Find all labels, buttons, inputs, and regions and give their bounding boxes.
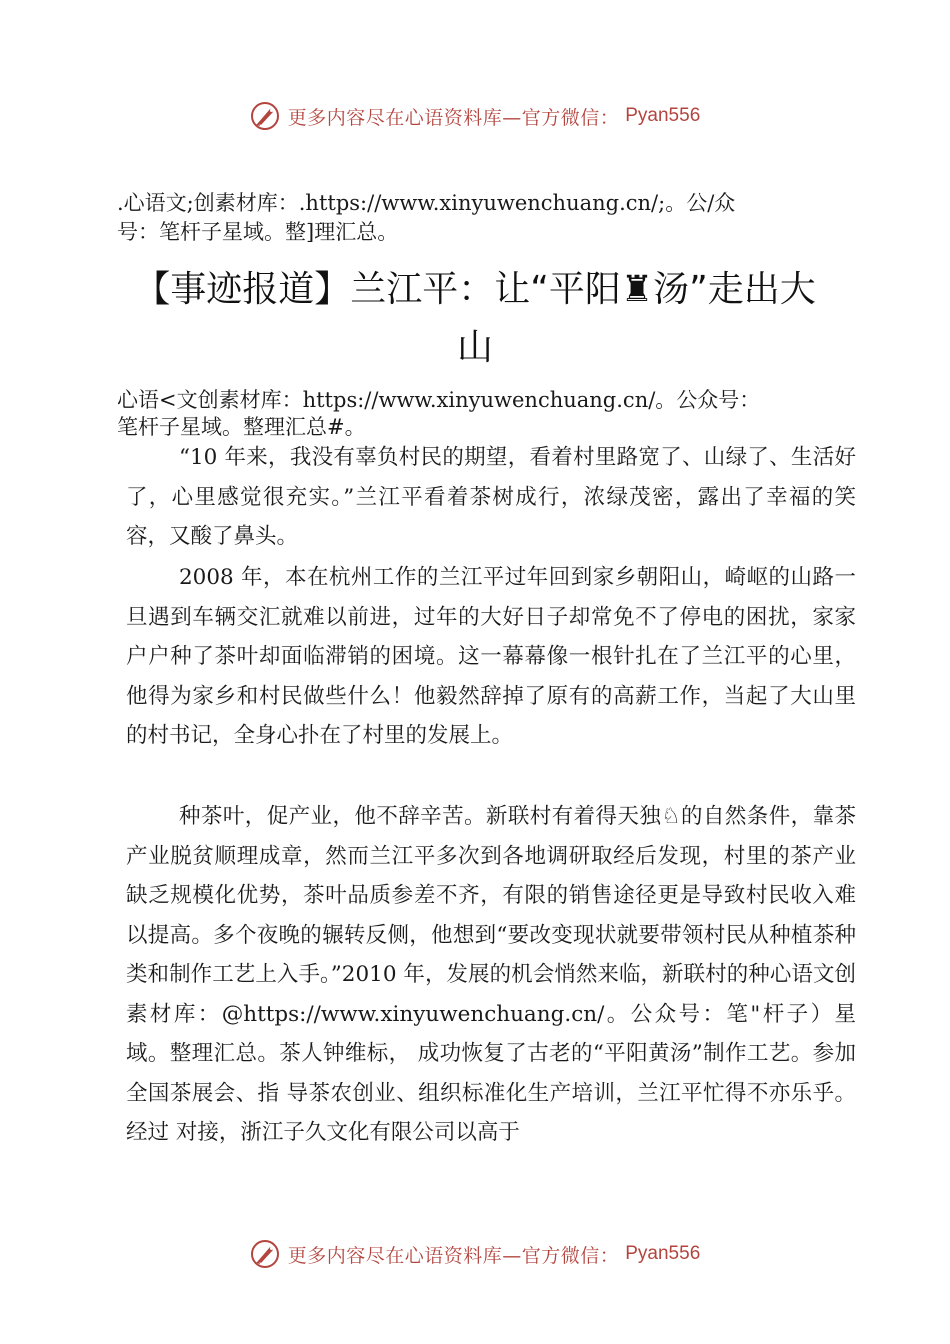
header-banner-text: 更多内容尽在心语资料库—官方微信： xyxy=(287,106,620,129)
body-paragraph-2: 2008 年，本在杭州工作的兰江平过年回到家乡朝阳山，崎岖的山路一旦遇到车辆交汇就难以前进，过年的大好日子却常免不了停电的困扰，家家户户种了茶叶却面临滞销的困境。这一幕幕像一根针扎在了兰江平的心里，他得为家乡和村民做些什么！他毅然辞掉了原有的高薪工作，当起了大山里的村书记，全身心扑在了村里的发展上。 xyxy=(126,565,856,748)
intro-line-2: 号：笔杆子星域。整]理汇总。 xyxy=(117,220,399,244)
article-title-line-1: 【事迹报道】兰江平：让“平阳♜汤”走出大 xyxy=(134,269,816,310)
source-line-2: 笔杆子星域。整理汇总#。 xyxy=(117,415,366,439)
article-title-line-2: 山 xyxy=(456,327,493,368)
body-paragraph-1: “10 年来，我没有辜负村民的期望，看着村里路宽了、山绿了、生活好了，心里感觉很充实。”兰江平看着茶树成行，浓绿茂密，露出了幸福的笑容，又酸了鼻头。 xyxy=(126,445,856,549)
footer-banner-wechat-id: Pyan556 xyxy=(625,1243,701,1264)
pen-nib-logo-icon xyxy=(250,1239,280,1269)
footer-banner-text: 更多内容尽在心语资料库—官方微信： xyxy=(287,1244,620,1267)
pen-nib-logo-icon xyxy=(250,101,280,131)
body-paragraph-3: 种茶叶，促产业，他不辞辛苦。新联村有着得天独♘的自然条件，靠茶产业脱贫顺理成章，然而兰江平多次到各地调研取经后发现，村里的茶产业缺乏规模化优势，茶叶品质参差不齐，有限的销售途径更是导致村民收入难以提高。多个夜晚的辗转反侧，他想到“要改变现状就要带领村民从种植茶种类和制作工艺上入手。”2010 年，发展的机会悄然来临，新联村的种心语文创素材库：@https://www.xinyuwenchuang.cn/。公众号：笔"杆子）星域。整理汇总。茶人钟维标， 成功恢复了古老的“平阳黄汤”制作工艺。参加全国茶展会、指 导茶农创业、组织标准化生产培训，兰江平忙得不亦乐乎。经过 对接，浙江子久文化有限公司以高于 xyxy=(126,804,856,1145)
intro-line-1: .心语文;创素材库：.https://www.xinyuwenchuang.cn/;。公/众 xyxy=(117,191,736,215)
footer-banner xyxy=(0,1234,950,1274)
header-banner-wechat-id: Pyan556 xyxy=(625,105,701,126)
source-line-1: 心语<文创素材库：https://www.xinyuwenchuang.cn/。公众号： xyxy=(117,388,761,412)
header-banner xyxy=(0,96,950,136)
